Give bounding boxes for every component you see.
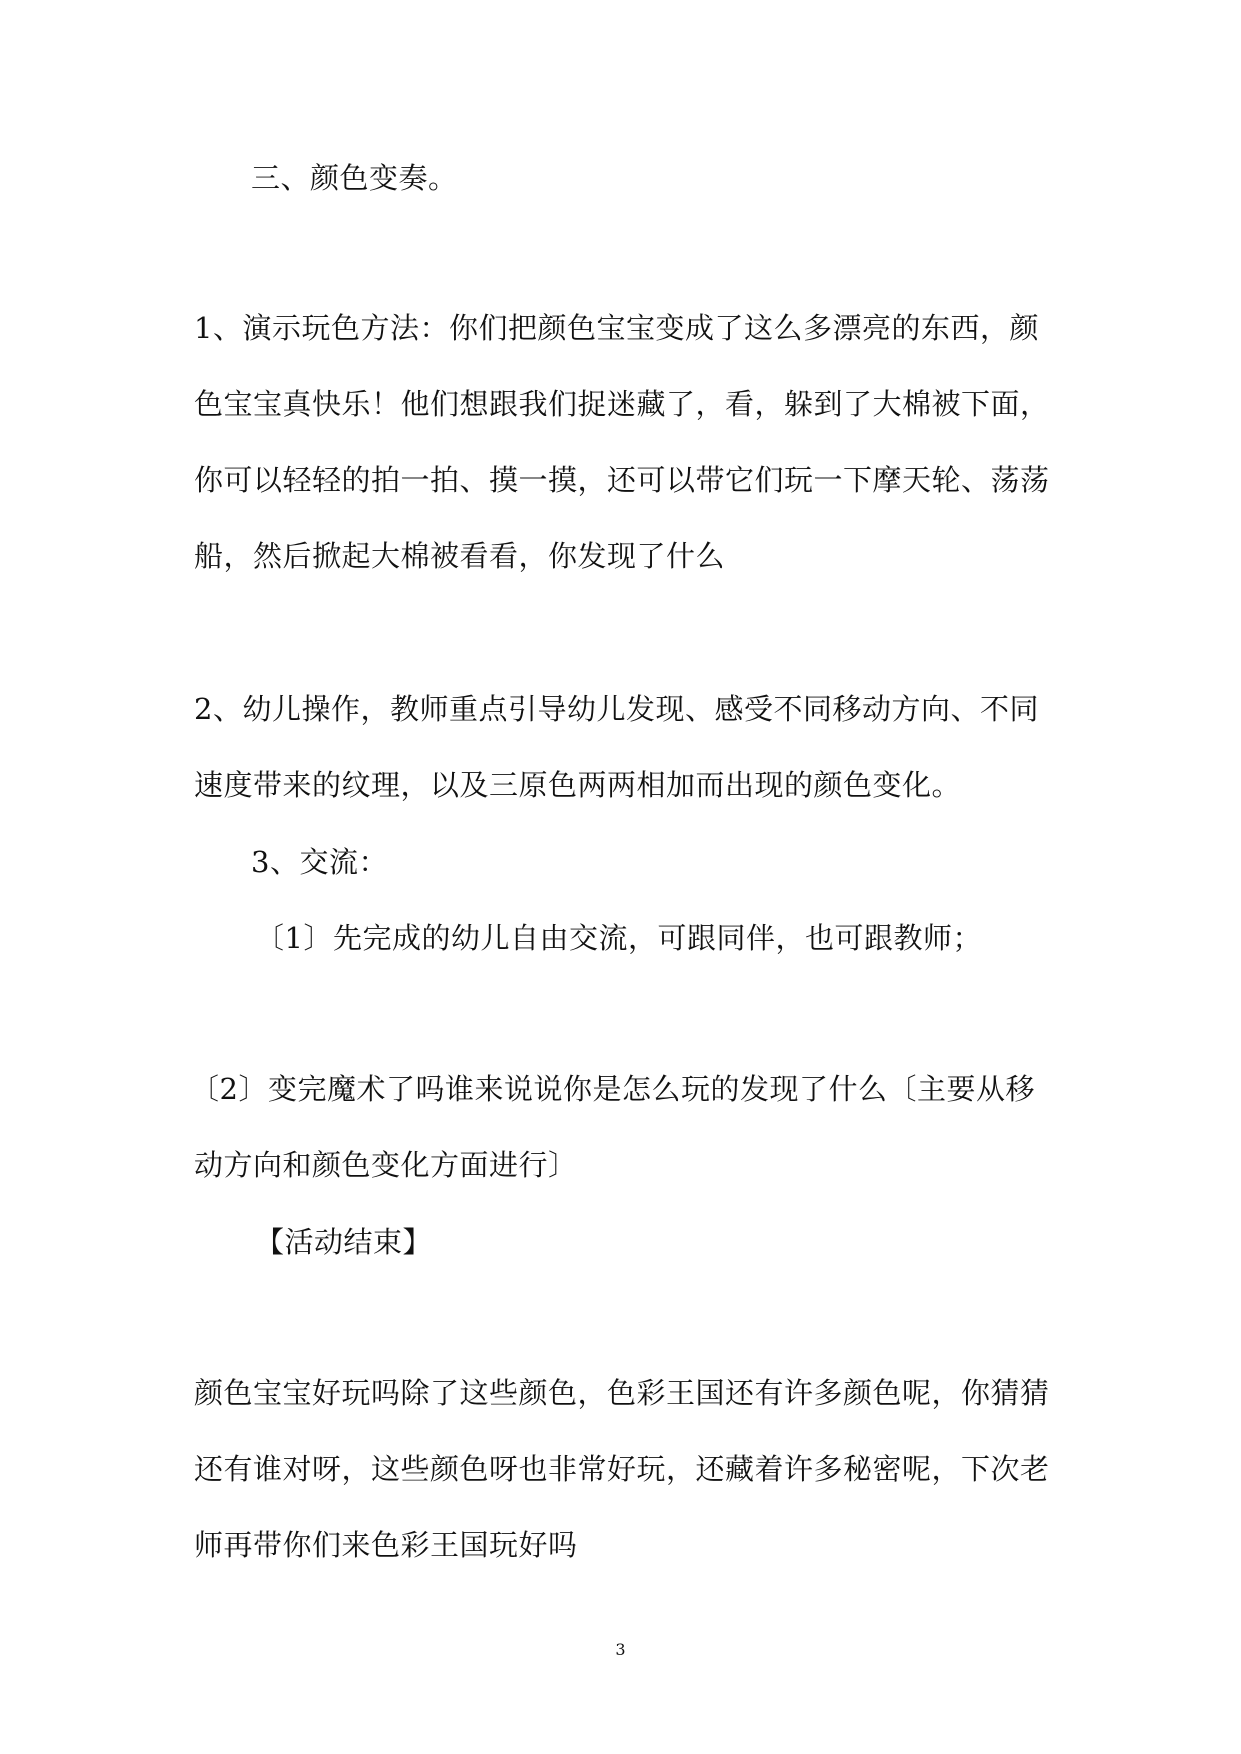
section-heading: 三、颜色变奏。: [251, 161, 458, 195]
paragraph-line: 颜色宝宝好玩吗除了这些颜色，色彩王国还有许多颜色呢，你猜猜: [194, 1376, 1050, 1410]
paragraph-line: 速度带来的纹理，以及三原色两两相加而出现的颜色变化。: [194, 768, 962, 802]
paragraph-line: 你可以轻轻的拍一拍、摸一摸，还可以带它们玩一下摩天轮、荡荡: [194, 463, 1050, 497]
item3-sub1: 〔1〕先完成的幼儿自由交流，可跟同伴，也可跟教师；: [255, 921, 982, 955]
item3-heading: 3、交流：: [251, 845, 388, 879]
paragraph-line: 还有谁对呀，这些颜色呀也非常好玩，还藏着许多秘密呢，下次老: [194, 1452, 1050, 1486]
page-number: 3: [615, 1640, 626, 1659]
paragraph-line: 1、演示玩色方法：你们把颜色宝宝变成了这么多漂亮的东西，颜: [194, 311, 1039, 345]
end-heading: 【活动结束】: [255, 1225, 433, 1259]
paragraph-line: 色宝宝真快乐！他们想跟我们捉迷藏了，看，躲到了大棉被下面，: [194, 387, 1050, 421]
paragraph-line: 师再带你们来色彩王国玩好吗: [194, 1528, 578, 1562]
paragraph-line: 动方向和颜色变化方面进行〕: [194, 1148, 578, 1182]
paragraph-line: 2、幼儿操作，教师重点引导幼儿发现、感受不同移动方向、不同: [194, 692, 1039, 726]
paragraph-line: 船，然后掀起大棉被看看，你发现了什么: [194, 539, 726, 573]
paragraph-line: 〔2〕变完魔术了吗谁来说说你是怎么玩的发现了什么〔主要从移: [190, 1072, 1035, 1106]
